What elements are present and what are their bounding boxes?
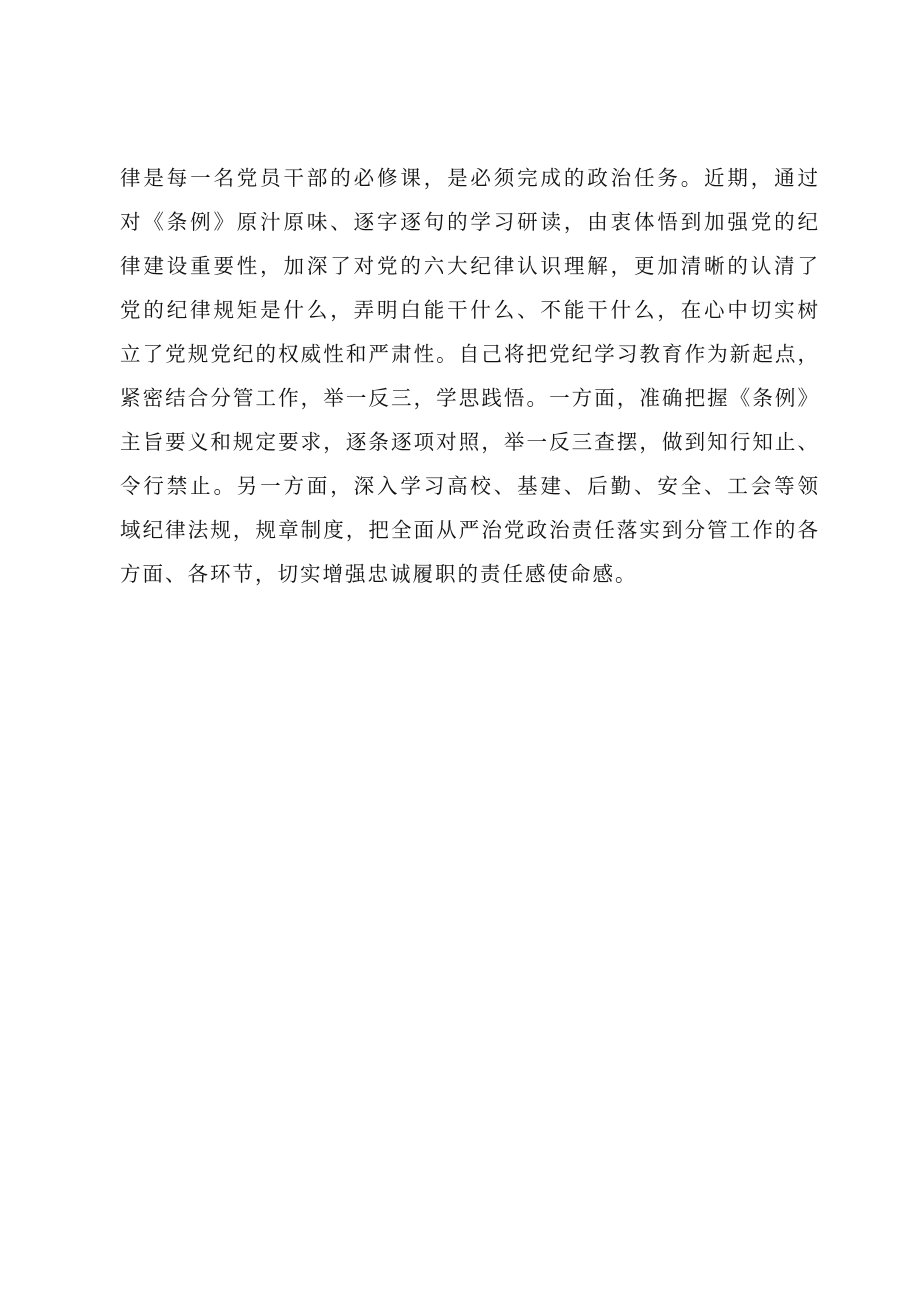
paragraph-line: 令行禁止。另一方面，深入学习高校、基建、后勤、安全、工会等领: [120, 474, 820, 498]
paragraph-line: 方面、各环节，切实增强忠诚履职的责任感使命感。: [120, 562, 638, 586]
paragraph-line: 主旨要义和规定要求，逐条逐项对照，举一反三查摆，做到知行知止、: [120, 430, 820, 454]
paragraph-line: 律是每一名党员干部的必修课，是必须完成的政治任务。近期，通过: [120, 166, 820, 190]
paragraph-line: 律建设重要性，加深了对党的六大纪律认识理解，更加清晰的认清了: [120, 254, 820, 278]
paragraph-line: 紧密结合分管工作，举一反三，学思践悟。一方面，准确把握《条例》: [120, 386, 820, 410]
paragraph-line: 立了党规党纪的权威性和严肃性。自己将把党纪学习教育作为新起点，: [120, 342, 820, 366]
paragraph-line: 域纪律法规，规章制度，把全面从严治党政治责任落实到分管工作的各: [120, 518, 820, 542]
paragraph-line: 党的纪律规矩是什么，弄明白能干什么、不能干什么，在心中切实树: [120, 298, 820, 322]
paragraph-line: 对《条例》原汁原味、逐字逐句的学习研读，由衷体悟到加强党的纪: [120, 210, 820, 234]
body-paragraph: [120, 156, 820, 596]
